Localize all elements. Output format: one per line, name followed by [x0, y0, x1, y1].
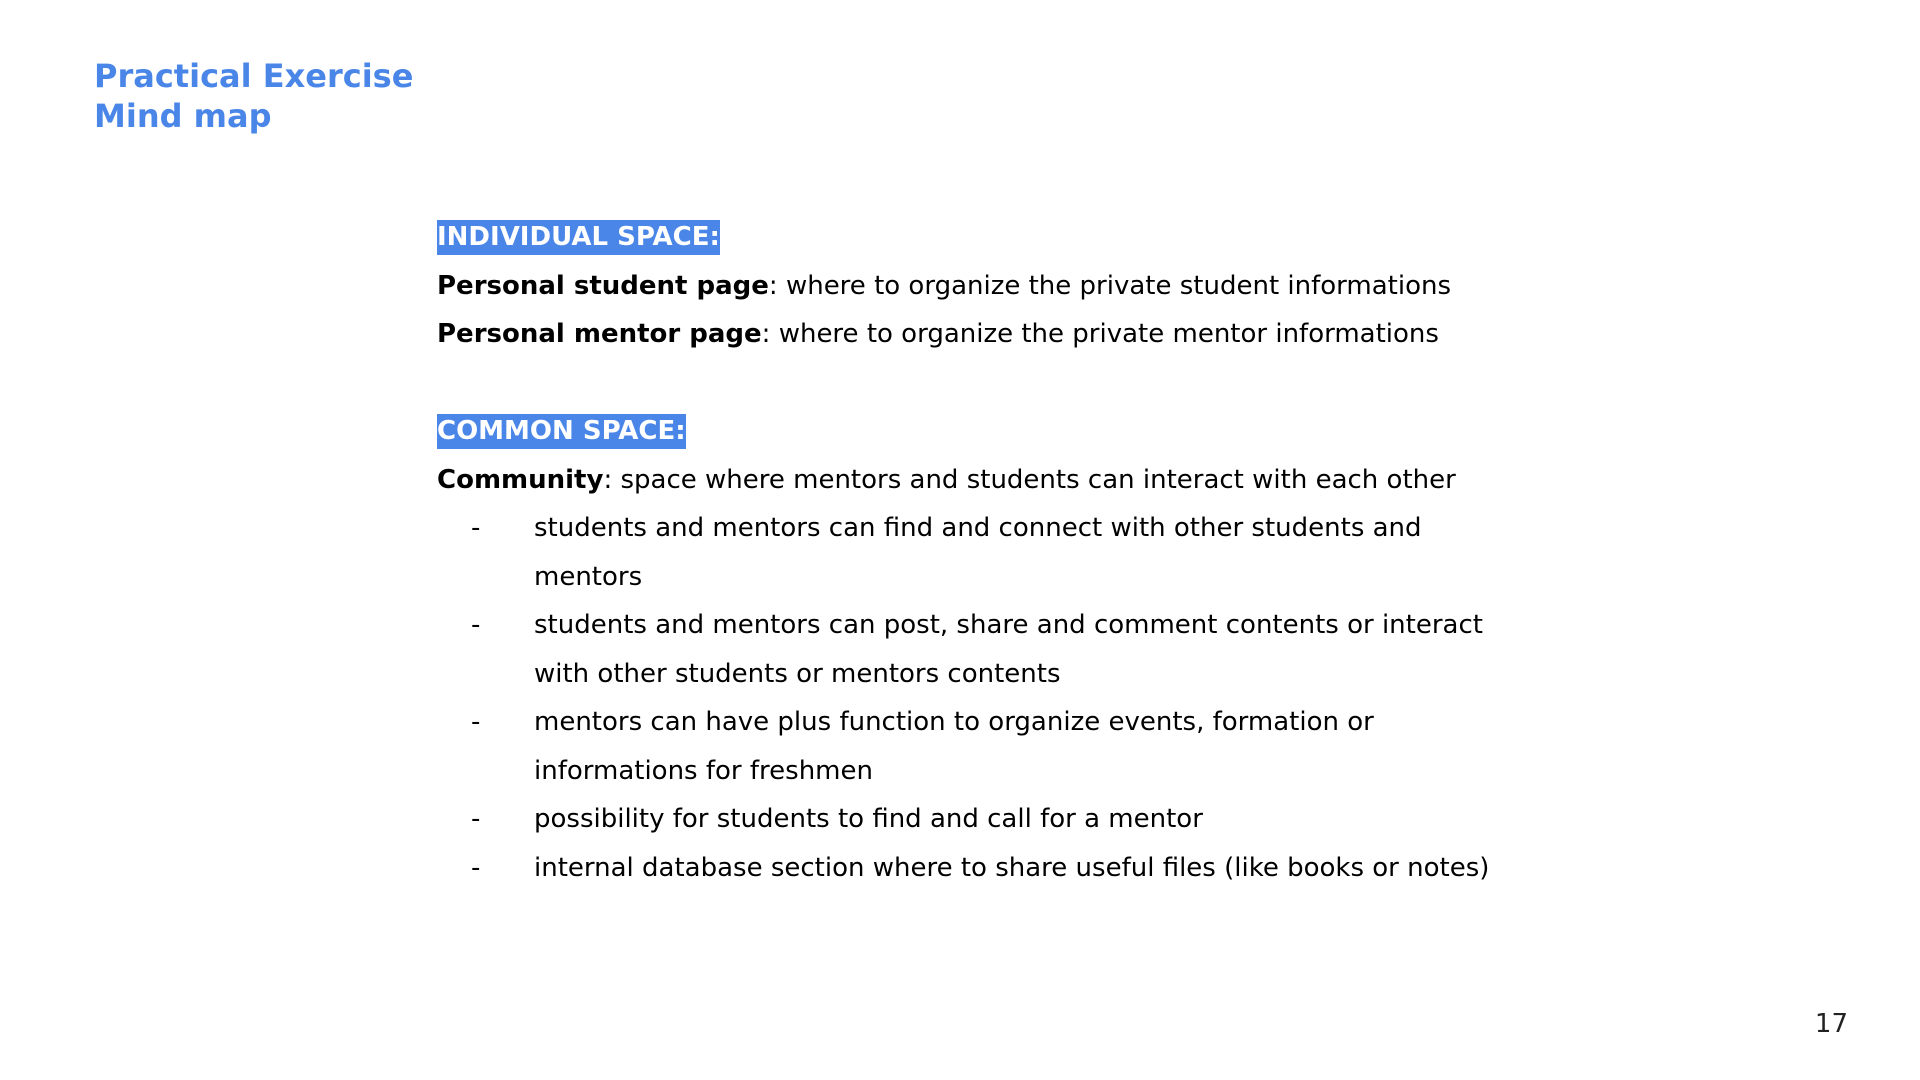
- personal-student-page-description: : where to organize the private student informations: [768, 270, 1452, 301]
- personal-student-page-item: [437, 262, 1537, 311]
- personal-student-page-term: Personal student page: [437, 270, 769, 301]
- community-feature-list: [437, 504, 1537, 892]
- slide-body: [437, 213, 1537, 892]
- slide-title-line-2: Mind map: [94, 97, 272, 135]
- personal-mentor-page-item: [437, 310, 1537, 359]
- common-space-heading-line: [437, 407, 1537, 456]
- list-item-text: students and mentors can find and connect with other students and mentors: [534, 513, 1422, 592]
- bullet-dash: -: [471, 707, 481, 737]
- community-description: : space where mentors and students can interact with each other: [603, 464, 1456, 495]
- community-term: Community: [437, 464, 604, 495]
- list-item-text: internal database section where to share useful files (like books or notes): [534, 852, 1490, 883]
- individual-space-heading: INDIVIDUAL SPACE:: [437, 220, 720, 255]
- common-space-heading: COMMON SPACE:: [437, 414, 686, 449]
- section-spacer: [437, 359, 1537, 408]
- personal-mentor-page-description: : where to organize the private mentor informations: [761, 319, 1439, 349]
- page-number: 17: [1814, 1009, 1848, 1039]
- personal-mentor-page-term: Personal mentor page: [437, 319, 762, 349]
- slide-title: [94, 56, 413, 136]
- bullet-dash: -: [471, 610, 481, 640]
- list-item: [437, 795, 1494, 844]
- list-item: [437, 844, 1494, 893]
- community-item: [437, 456, 1537, 505]
- list-item-text: students and mentors can post, share and comment contents or interact with other students or mentors contents: [534, 610, 1483, 689]
- slide-title-line-1: Practical Exercise: [94, 57, 414, 95]
- list-item: [437, 698, 1494, 795]
- bullet-dash: -: [471, 852, 481, 883]
- bullet-dash: -: [471, 804, 481, 834]
- individual-space-heading-line: [437, 213, 1537, 262]
- list-item: [437, 504, 1494, 601]
- list-item-text: possibility for students to find and call for a mentor: [534, 804, 1203, 834]
- list-item-text: mentors can have plus function to organize events, formation or informations for freshmen: [534, 707, 1374, 786]
- bullet-dash: -: [471, 513, 481, 543]
- list-item: [437, 601, 1494, 698]
